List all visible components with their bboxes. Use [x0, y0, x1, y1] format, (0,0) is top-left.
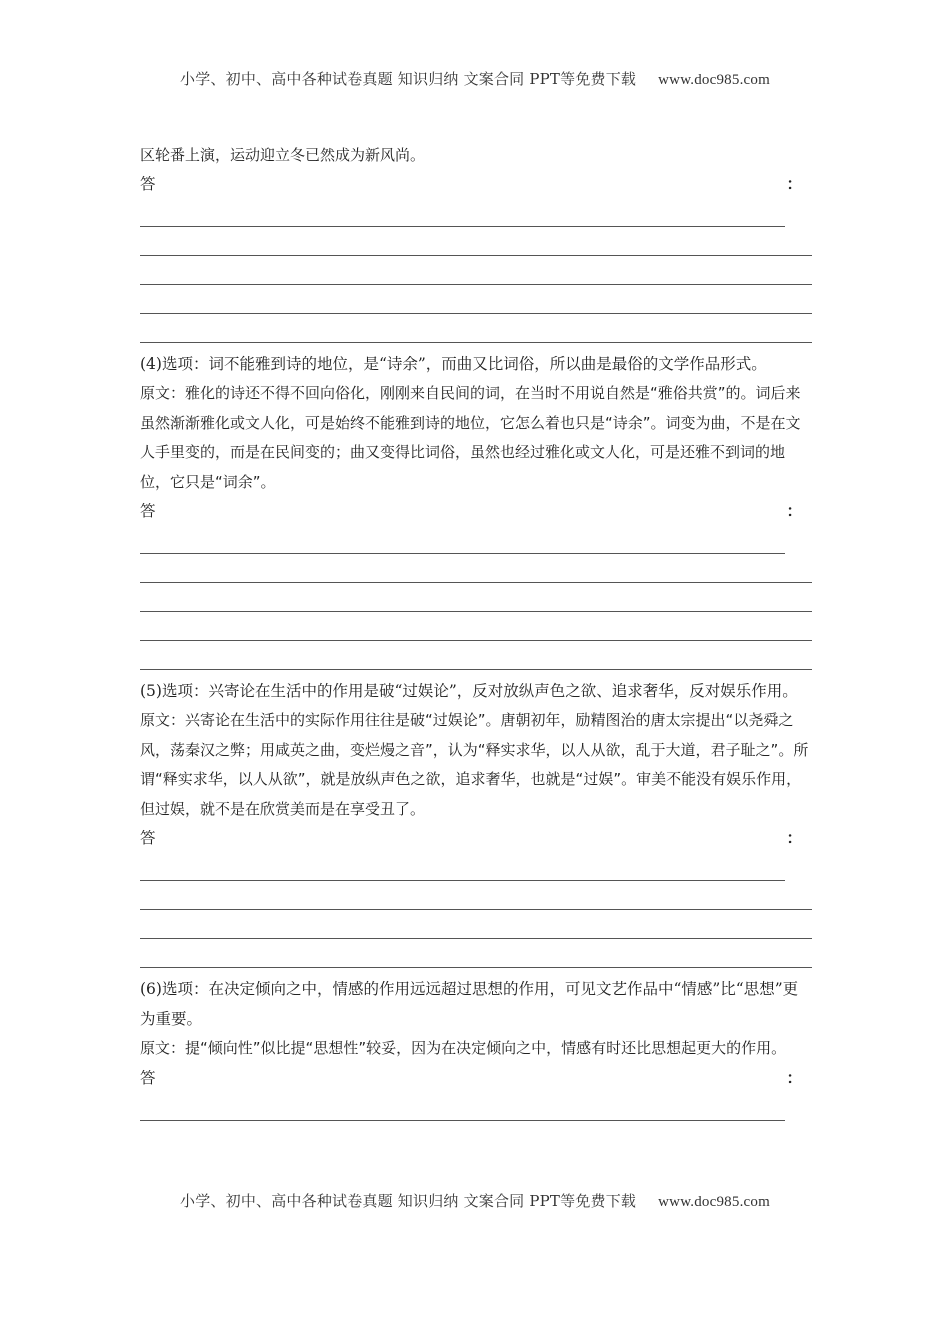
answer-line[interactable] [140, 525, 785, 554]
option-text: (4)选项：词不能雅到诗的地位，是“诗余”，而曲又比词俗，所以曲是最俗的文学作品形式。 [140, 355, 767, 373]
answer-line[interactable] [140, 852, 785, 881]
answer-line[interactable] [140, 285, 812, 314]
original-text: 原文：提“倾向性”似比提“思想性”较妥，因为在决定倾向之中，情感有时还比思想起更大的作用。 [140, 1039, 787, 1057]
answer-line[interactable] [140, 939, 812, 968]
answer-colon: ： [786, 828, 802, 847]
answer-colon: ： [786, 1067, 802, 1087]
answer-line[interactable] [140, 198, 785, 227]
header-text: 小学、初中、高中各种试卷真题 知识归纳 文案合同 PPT等免费下载 [180, 70, 637, 88]
answer-line[interactable] [140, 881, 812, 910]
footer-url[interactable]: www.doc985.com [658, 1194, 770, 1210]
answer-line[interactable] [140, 314, 812, 343]
header-url[interactable]: www.doc985.com [658, 72, 770, 88]
answer-label: 答 [140, 829, 156, 847]
page-footer [0, 1190, 950, 1211]
answer-line[interactable] [140, 641, 812, 670]
answer-line[interactable] [140, 910, 812, 939]
option-text: (6)选项：在决定倾向之中，情感的作用远远超过思想的作用，可见文艺作品中“情感”比“思想”更为重要。 [140, 980, 799, 1028]
footer-text: 小学、初中、高中各种试卷真题 知识归纳 文案合同 PPT等免费下载 [180, 1192, 637, 1210]
answer-colon: ： [786, 174, 802, 193]
answer-line[interactable] [140, 256, 812, 285]
answer-line[interactable] [140, 583, 812, 612]
answer-label-row [140, 1064, 812, 1092]
answer-colon: ： [786, 501, 802, 520]
answer-label: 答 [140, 1068, 156, 1087]
answer-label: 答 [140, 502, 156, 520]
question-section-6 [140, 974, 812, 1121]
answer-line[interactable] [140, 612, 812, 641]
page-content [140, 141, 812, 1121]
answer-label-row [140, 170, 812, 198]
page-header [0, 68, 950, 89]
answer-line[interactable] [140, 1092, 785, 1121]
original-text: 原文：兴寄论在生活中的实际作用往往是破“过娱论”。唐朝初年，励精图治的唐太宗提出“以尧舜之风，荡秦汉之弊；用咸英之曲，变烂熳之音”，认为“释实求华，以人从欲，乱于大道，君子耻之”。所谓“释实求华，以人从欲”，就是放纵声色之欲，追求奢华，也就是“过娱”。审美不能没有娱乐作用，但过娱，就不是在欣赏美而是在享受丑了。 [140, 711, 809, 818]
original-text: 原文：雅化的诗还不得不回向俗化，刚刚来自民间的词，在当时不用说自然是“雅俗共赏”的。词后来虽然渐渐雅化或文人化，可是始终不能雅到诗的地位，它怎么着也只是“诗余”。词变为曲，不是在文人手里变的，而是在民间变的；曲又变得比词俗，虽然也经过雅化或文人化，可是还雅不到词的地位，它只是“词余”。 [140, 384, 801, 491]
answer-label: 答 [140, 175, 156, 193]
answer-label-row [140, 497, 812, 525]
answer-line[interactable] [140, 554, 812, 583]
question-section-4 [140, 349, 812, 670]
answer-line[interactable] [140, 227, 812, 256]
option-text: (5)选项：兴寄论在生活中的作用是破“过娱论”，反对放纵声色之欲、追求奢华，反对娱乐作用。 [140, 682, 798, 700]
answer-label-row [140, 824, 812, 852]
continuation-text: 区轮番上演，运动迎立冬已然成为新风尚。 [140, 146, 426, 164]
question-section-5 [140, 676, 812, 968]
